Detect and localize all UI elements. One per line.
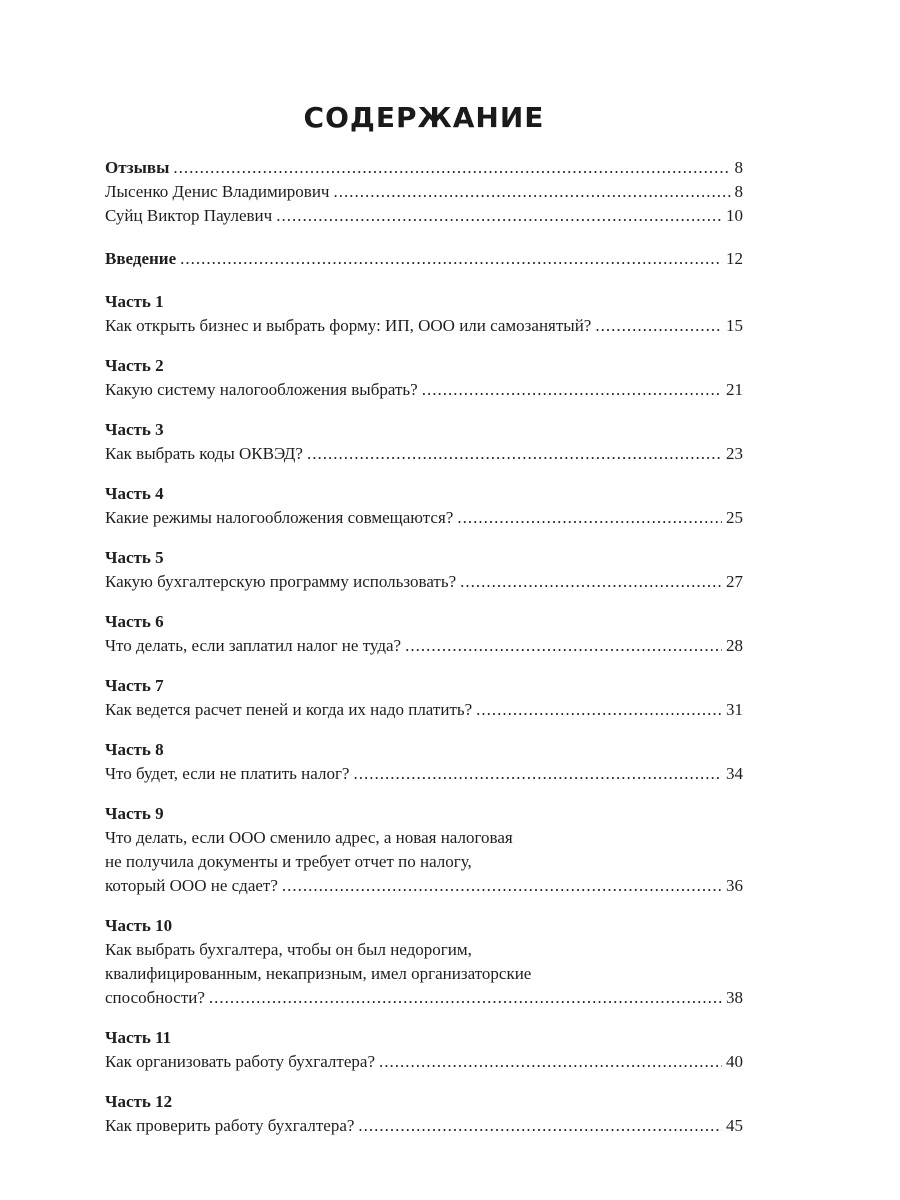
- toc-part-12: [105, 1090, 743, 1138]
- toc-entry-part-9[interactable]: [105, 874, 743, 898]
- toc-part-heading: Часть 6: [105, 612, 164, 631]
- dot-leader: [476, 698, 722, 722]
- toc-part-title-line: Что делать, если ООО сменило адрес, а новая налоговая: [105, 828, 513, 847]
- toc-entry-label: который ООО не сдает?: [105, 876, 278, 895]
- toc-page: [105, 100, 743, 1154]
- toc-entry-part-11[interactable]: [105, 1050, 743, 1074]
- toc-intro-section: [105, 247, 743, 271]
- toc-parts-list: [105, 290, 743, 1138]
- toc-page-number: 15: [726, 316, 743, 335]
- toc-page-number: 10: [726, 206, 743, 225]
- toc-part-heading: Часть 3: [105, 420, 164, 439]
- toc-part-10: [105, 914, 743, 1010]
- toc-page-number: 31: [726, 700, 743, 719]
- dot-leader: [595, 314, 722, 338]
- toc-page-number: 34: [726, 764, 743, 783]
- toc-entry-label: Как ведется расчет пеней и когда их надо платить?: [105, 700, 473, 719]
- toc-front-matter: [105, 156, 743, 228]
- toc-part-11: [105, 1026, 743, 1074]
- toc-entry-label: Суйц Виктор Паулевич: [105, 206, 273, 225]
- toc-page-number: 12: [726, 249, 743, 268]
- toc-part-2: [105, 354, 743, 402]
- toc-page-number: 21: [726, 380, 743, 399]
- toc-page-number: 8: [734, 182, 743, 201]
- dot-leader: [460, 570, 722, 594]
- toc-page-number: 8: [734, 158, 743, 177]
- toc-page-number: 27: [726, 572, 743, 591]
- page-title: СОДЕРЖАНИЕ: [303, 101, 545, 134]
- toc-entry-part-7[interactable]: [105, 698, 743, 722]
- toc-part-heading: Часть 5: [105, 548, 164, 567]
- dot-leader: [173, 156, 730, 180]
- toc-part-7: [105, 674, 743, 722]
- toc-entry-label: Лысенко Денис Владимирович: [105, 182, 330, 201]
- dot-leader: [276, 204, 722, 228]
- dot-leader: [282, 874, 722, 898]
- toc-part-heading: Часть 12: [105, 1092, 173, 1111]
- toc-entry-suits[interactable]: [105, 204, 743, 228]
- dot-leader: [457, 506, 722, 530]
- toc-page-number: 38: [726, 988, 743, 1007]
- dot-leader: [422, 378, 722, 402]
- toc-part-9: [105, 802, 743, 898]
- toc-entry-label: Какие режимы налогообложения совмещаются?: [105, 508, 454, 527]
- toc-entry-label: Как проверить работу бухгалтера?: [105, 1116, 355, 1135]
- toc-entry-part-4[interactable]: [105, 506, 743, 530]
- toc-part-6: [105, 610, 743, 658]
- toc-part-heading: Часть 1: [105, 292, 164, 311]
- toc-entry-part-12[interactable]: [105, 1114, 743, 1138]
- toc-entry-part-2[interactable]: [105, 378, 743, 402]
- toc-part-title-line: не получила документы и требует отчет по налогу,: [105, 852, 472, 871]
- dot-leader: [333, 180, 730, 204]
- toc-part-5: [105, 546, 743, 594]
- toc-entry-part-10[interactable]: [105, 986, 743, 1010]
- toc-entry-part-8[interactable]: [105, 762, 743, 786]
- toc-part-heading: Часть 8: [105, 740, 164, 759]
- toc-part-3: [105, 418, 743, 466]
- toc-entry-part-6[interactable]: [105, 634, 743, 658]
- toc-entry-label: Введение: [105, 249, 177, 268]
- toc-entry-label: Что делать, если заплатил налог не туда?: [105, 636, 402, 655]
- toc-part-4: [105, 482, 743, 530]
- toc-page-number: 40: [726, 1052, 743, 1071]
- dot-leader: [180, 247, 722, 271]
- toc-page-number: 25: [726, 508, 743, 527]
- dot-leader: [353, 762, 722, 786]
- toc-entry-label: Какую бухгалтерскую программу использовать?: [105, 572, 457, 591]
- toc-entry-label: Как организовать работу бухгалтера?: [105, 1052, 375, 1071]
- toc-part-heading: Часть 10: [105, 916, 173, 935]
- toc-page-number: 36: [726, 876, 743, 895]
- toc-entry-lysenko[interactable]: [105, 180, 743, 204]
- toc-entry-label: Отзывы: [105, 158, 170, 177]
- toc-part-heading: Часть 2: [105, 356, 164, 375]
- toc-entry-intro[interactable]: [105, 247, 743, 271]
- toc-page-number: 45: [726, 1116, 743, 1135]
- toc-entry-label: способности?: [105, 988, 205, 1007]
- toc-entry-label: Что будет, если не платить налог?: [105, 764, 350, 783]
- toc-part-heading: Часть 4: [105, 484, 164, 503]
- toc-part-8: [105, 738, 743, 786]
- toc-part-heading: Часть 9: [105, 804, 164, 823]
- toc-page-number: 23: [726, 444, 743, 463]
- toc-entry-part-5[interactable]: [105, 570, 743, 594]
- toc-part-1: [105, 290, 743, 338]
- toc-entry-label: Какую систему налогообложения выбрать?: [105, 380, 418, 399]
- toc-entry-part-3[interactable]: [105, 442, 743, 466]
- dot-leader: [405, 634, 722, 658]
- toc-entry-part-1[interactable]: [105, 314, 743, 338]
- dot-leader: [379, 1050, 722, 1074]
- toc-entry-label: Как открыть бизнес и выбрать форму: ИП, ООО или самозанятый?: [105, 316, 592, 335]
- dot-leader: [307, 442, 722, 466]
- dot-leader: [209, 986, 722, 1010]
- toc-part-heading: Часть 11: [105, 1028, 172, 1047]
- dot-leader: [358, 1114, 722, 1138]
- toc-entry-label: Как выбрать коды ОКВЭД?: [105, 444, 303, 463]
- toc-entry-reviews[interactable]: [105, 156, 743, 180]
- toc-part-title-line: Как выбрать бухгалтера, чтобы он был недорогим,: [105, 940, 472, 959]
- toc-part-heading: Часть 7: [105, 676, 164, 695]
- toc-part-title-line: квалифицированным, некапризным, имел организаторские: [105, 964, 532, 983]
- toc-page-number: 28: [726, 636, 743, 655]
